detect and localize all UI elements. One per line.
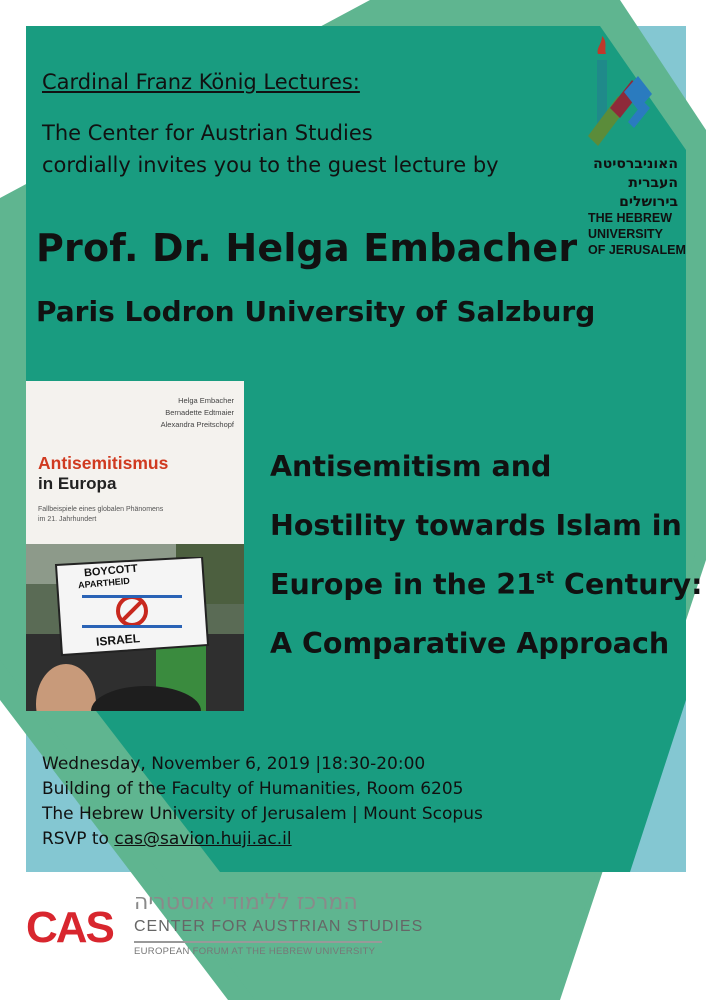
book-authors bbox=[161, 395, 234, 431]
book-subtitle-line: Fallbeispiele eines globalen Phänomens bbox=[38, 506, 164, 513]
rsvp-line bbox=[42, 827, 483, 852]
book-author: Alexandra Preitschopf bbox=[160, 420, 234, 429]
event-campus: The Hebrew University of Jerusalem | Mount Scopus bbox=[42, 804, 483, 824]
lecture-title-line bbox=[270, 555, 703, 614]
invitation-line: cordially invites you to the guest lecture by bbox=[42, 153, 499, 177]
invitation-line: The Center for Austrian Studies bbox=[42, 121, 373, 145]
book-subtitle bbox=[38, 505, 163, 525]
lecture-title-text: Europe in the 21 bbox=[270, 568, 536, 601]
book-title-line2: in Europa bbox=[38, 474, 117, 493]
book-title: Antisemitismus bbox=[38, 453, 169, 473]
sign-text: BOYCOTT bbox=[83, 562, 139, 580]
hebrew-university-logo-icon bbox=[588, 36, 652, 151]
book-subtitle-line: im 21. Jahrhundert bbox=[38, 516, 97, 523]
cas-logo-icon bbox=[26, 904, 126, 948]
huji-english-line: OF JERUSALEM bbox=[588, 243, 686, 257]
lecture-title-text-end: Century: bbox=[554, 568, 703, 601]
lecture-title-line: Hostility towards Islam in bbox=[270, 509, 682, 542]
sign-text: ISRAEL bbox=[95, 631, 141, 649]
huji-english-line: THE HEBREW bbox=[588, 211, 673, 225]
huji-english-line: UNIVERSITY bbox=[588, 227, 664, 241]
huji-english-name bbox=[588, 210, 686, 258]
book-cover-image bbox=[26, 381, 244, 711]
lecture-series-title: Cardinal Franz König Lectures: bbox=[42, 70, 360, 94]
rsvp-email-link[interactable]: cas@savion.huji.ac.il bbox=[114, 829, 292, 849]
ordinal-suffix: st bbox=[535, 568, 555, 588]
lecture-title-line: A Comparative Approach bbox=[270, 627, 670, 660]
huji-hebrew-line: העברית bbox=[628, 175, 678, 191]
lecture-title-line: Antisemitism and bbox=[270, 450, 552, 483]
lecture-title bbox=[270, 437, 703, 673]
cas-forum-name: EUROPEAN FORUM AT THE HEBREW UNIVERSITY bbox=[134, 946, 376, 957]
cas-english-name: CENTER FOR AUSTRIAN STUDIES bbox=[134, 918, 424, 935]
book-author: Bernadette Edtmaier bbox=[165, 408, 234, 417]
huji-hebrew-name bbox=[588, 155, 678, 212]
huji-hebrew-line: בירושלים bbox=[619, 194, 678, 210]
invitation-text bbox=[42, 117, 499, 181]
huji-hebrew-line: האוניברסיטה bbox=[593, 156, 678, 172]
cas-logo-letters: CAS bbox=[26, 904, 113, 948]
cas-divider bbox=[134, 941, 382, 943]
speaker-affiliation: Paris Lodron University of Salzburg bbox=[36, 295, 596, 328]
speaker-name: Prof. Dr. Helga Embacher bbox=[36, 226, 578, 270]
rsvp-label: RSVP to bbox=[42, 829, 115, 849]
cas-hebrew-name: המרכז ללימודי אוסטריה bbox=[134, 890, 358, 915]
event-date: Wednesday, November 6, 2019 |18:30-20:00 bbox=[42, 754, 426, 774]
sign-text: APARTHEID bbox=[77, 575, 131, 591]
event-venue: Building of the Faculty of Humanities, Room 6205 bbox=[42, 779, 464, 799]
book-author: Helga Embacher bbox=[178, 396, 234, 405]
event-details bbox=[42, 752, 483, 852]
